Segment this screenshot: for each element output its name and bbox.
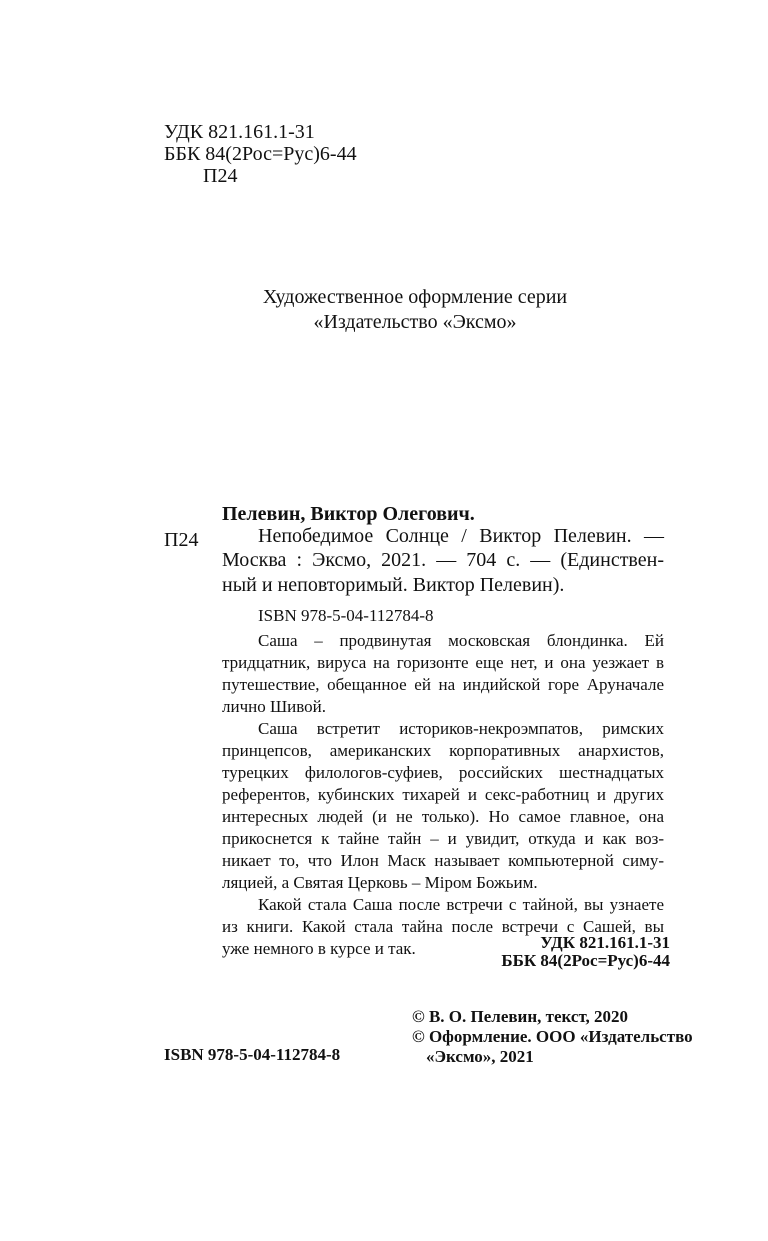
annotation-line: из книги. Какой стала тайна после встречи с Сашей, вы bbox=[222, 917, 664, 936]
udk-bold-code: УДК 821.161.1-31 bbox=[540, 933, 670, 952]
record-isbn: ISBN 978-5-04-112784-8 bbox=[258, 606, 434, 625]
annotation-line: уже немного в курсе и так. bbox=[222, 939, 416, 958]
series-design-line1: Художественное оформление серии bbox=[262, 286, 568, 308]
annotation-line: Саша встретит историков-некроэмпатов, римских bbox=[258, 719, 664, 738]
author-mark: П24 bbox=[203, 165, 238, 187]
title-line-3: ный и неповторимый. Виктор Пелевин). bbox=[222, 574, 565, 596]
copyright-line: © В. О. Пелевин, текст, 2020 bbox=[412, 1007, 629, 1026]
annotation-line: референтов, кубинских тихарей и секс-работниц и других bbox=[222, 785, 664, 804]
bbk-bold-code: ББК 84(2Рос=Рус)6-44 bbox=[501, 951, 670, 970]
annotation-line: турецких филологов-суфиев, российских шестнадцатых bbox=[222, 763, 664, 782]
annotation-line: путешествие, обещанное ей на индийской горе Аруначале bbox=[222, 675, 664, 694]
annotation-line: интересных людей (и не только). Но самое главное, она bbox=[222, 807, 664, 826]
annotation-line: прикоснется к тайне тайн – и увидит, откуда и как воз- bbox=[222, 829, 664, 848]
annotation-line: Саша – продвинутая московская блондинка. Ей bbox=[258, 631, 664, 650]
annotation-line: никает то, что Илон Маск называет компьютерной симу- bbox=[222, 851, 664, 870]
annotation-line: ляцией, а Святая Церковь – Міром Божьим. bbox=[222, 873, 538, 892]
annotation-line: принцепсов, американских корпоративных анархистов, bbox=[222, 741, 664, 760]
copyright-line: «Эксмо», 2021 bbox=[426, 1047, 534, 1066]
bbk-code: ББК 84(2Рос=Рус)6-44 bbox=[164, 143, 357, 165]
series-design-line2: «Издательство «Эксмо» bbox=[313, 311, 517, 333]
footer-isbn: ISBN 978-5-04-112784-8 bbox=[164, 1045, 341, 1064]
copyright-line: © Оформление. ООО «Издательство bbox=[412, 1027, 693, 1046]
udk-code: УДК 821.161.1-31 bbox=[164, 121, 315, 143]
title-line-1: Непобедимое Солнце / Виктор Пелевин. — bbox=[258, 525, 664, 547]
annotation-line: Какой стала Саша после встречи с тайной, вы узнаете bbox=[258, 895, 664, 914]
author-heading: Пелевин, Виктор Олегович. bbox=[222, 503, 475, 525]
annotation-line: лично Шивой. bbox=[222, 697, 326, 716]
title-line-2: Москва : Эксмо, 2021. — 704 с. — (Единствен- bbox=[222, 549, 664, 571]
record-author-mark: П24 bbox=[164, 529, 199, 551]
annotation-line: тридцатник, вируса на горизонте еще нет, и она уезжает в bbox=[222, 653, 664, 672]
